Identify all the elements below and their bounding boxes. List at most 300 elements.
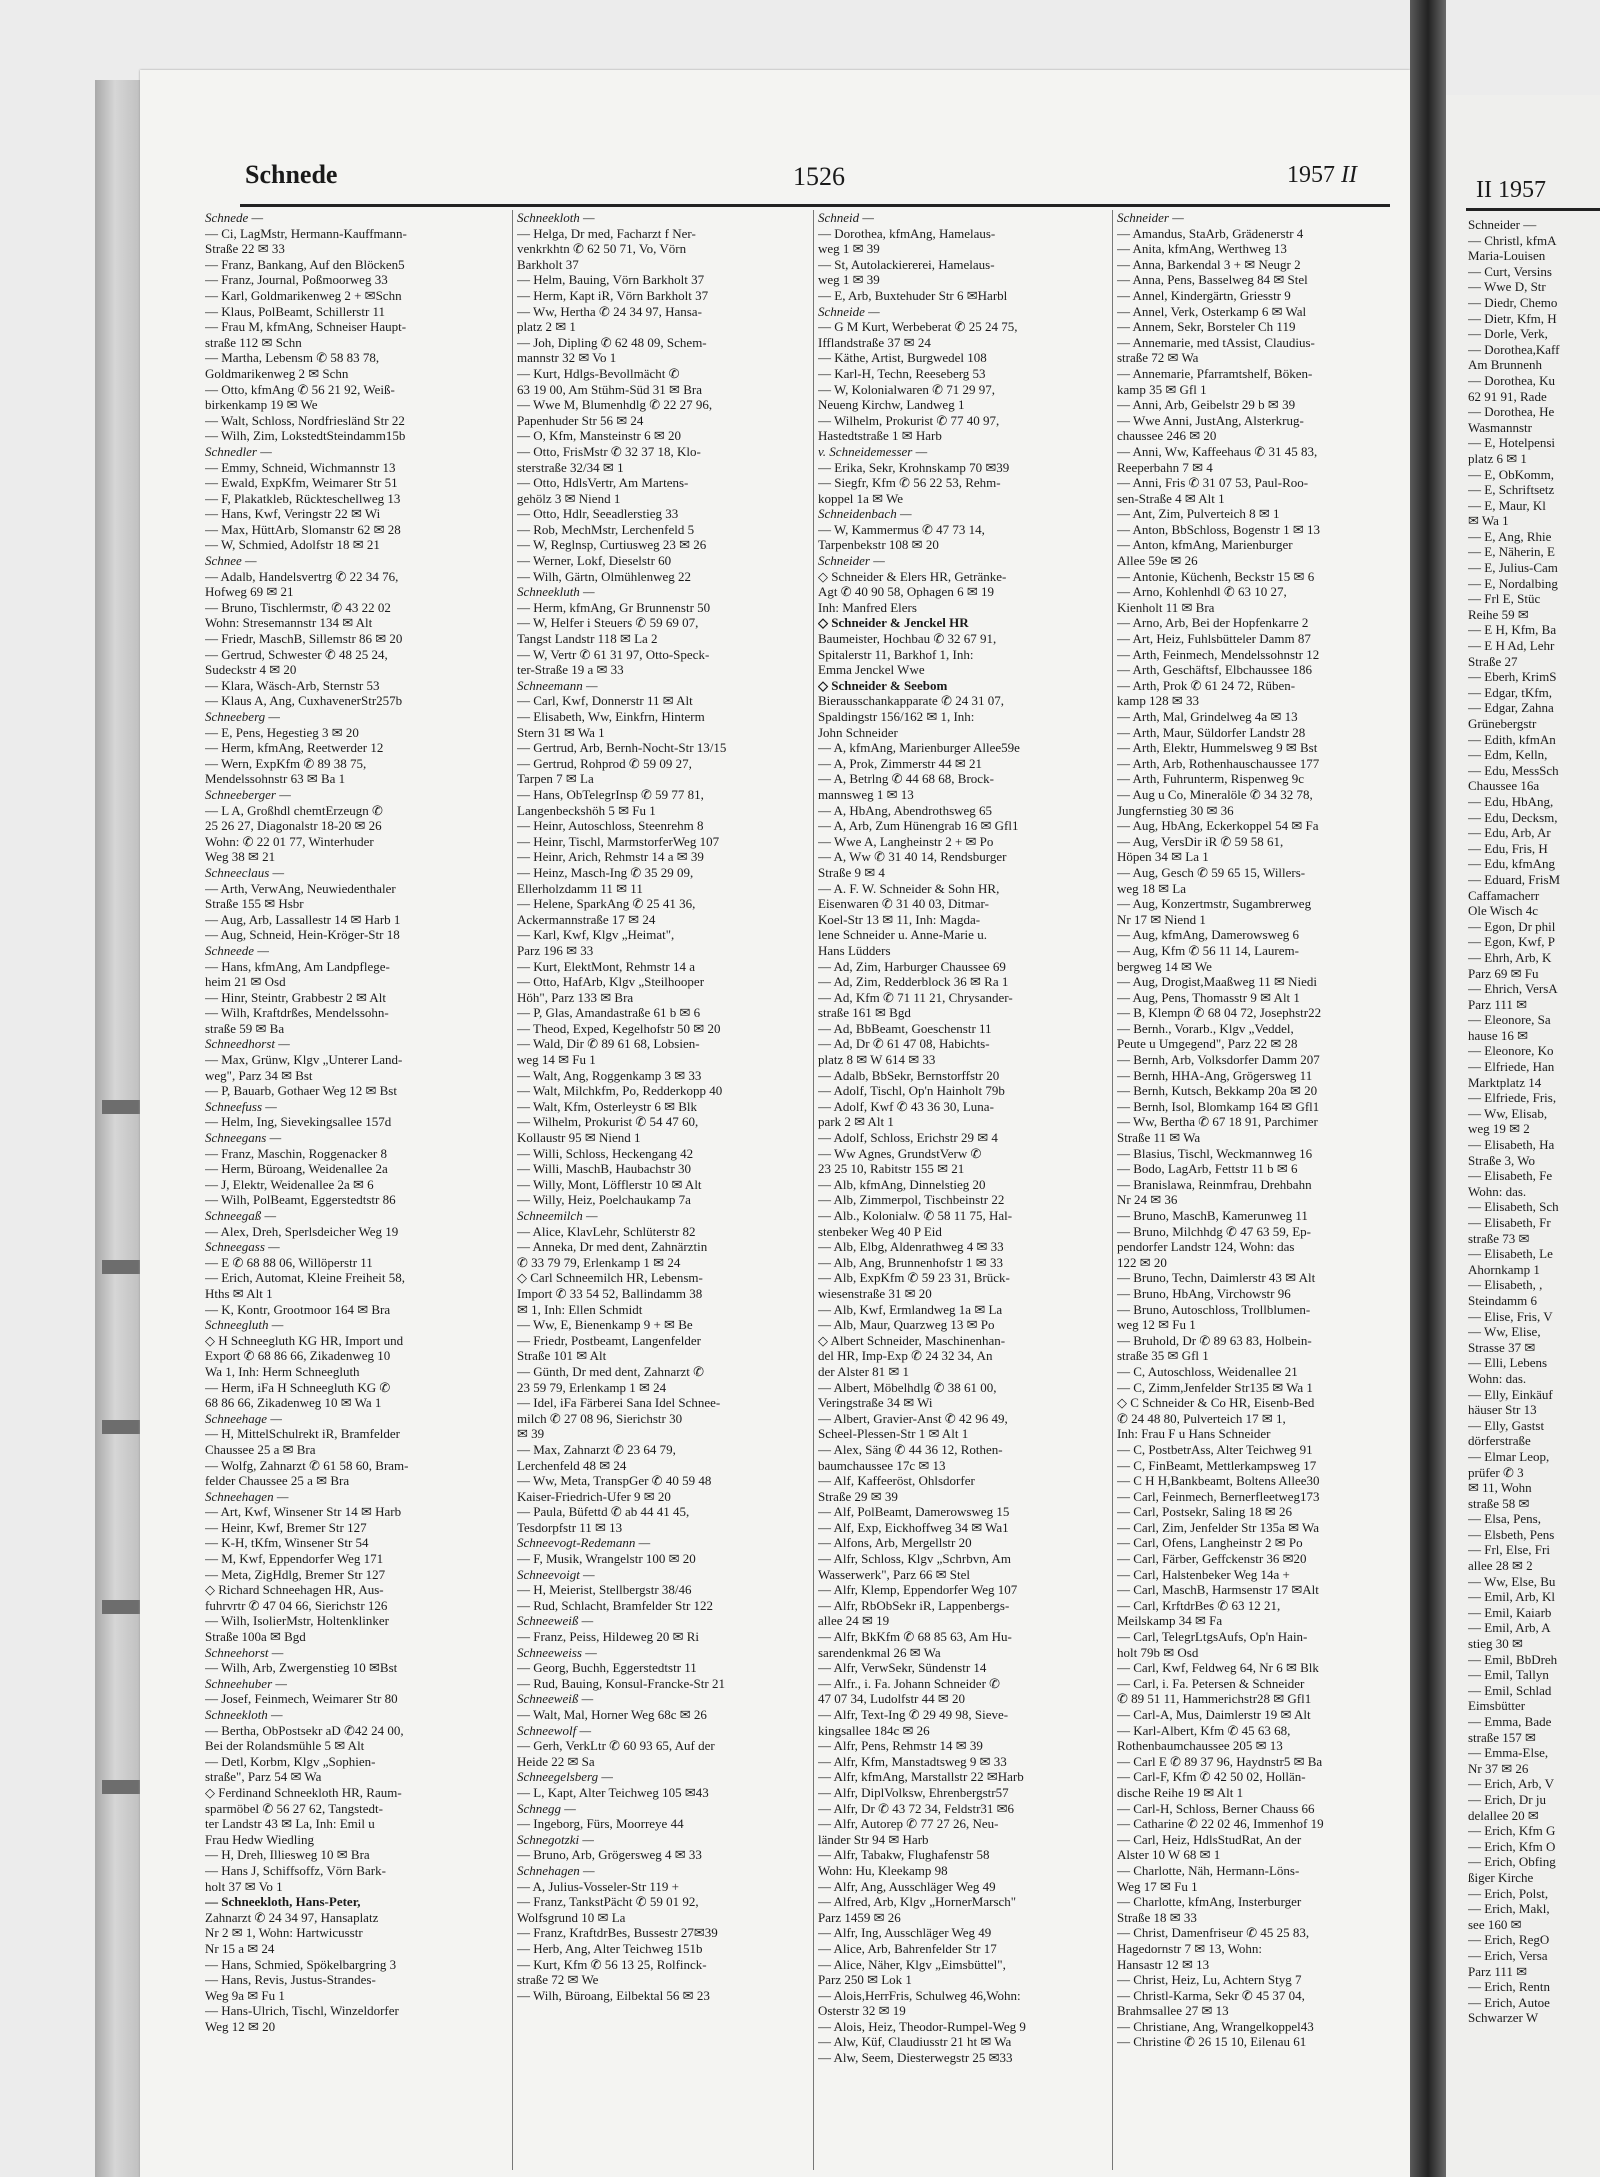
- header-year: 1957 II: [1287, 162, 1357, 188]
- directory-entry: — W, Kolonialwaren ✆ 71 29 97,: [818, 381, 995, 397]
- directory-entry: — Klaus A, Ang, CuxhavenerStr257b: [205, 693, 403, 709]
- directory-entry: 23 25 10, Rabitstr 155 ✉ 21: [818, 1161, 965, 1177]
- directory-entry: — Bruno, MaschB, Kamerunweg 11: [1117, 1208, 1308, 1223]
- facing-page-entry: Marktplatz 14: [1468, 1074, 1542, 1090]
- directory-entry: — Hans, Revis, Justus-Strandes-: [205, 1972, 376, 1988]
- directory-entry: — Aug, Pens, Thomasstr 9 ✉ Alt 1: [1117, 989, 1300, 1005]
- directory-entry: — Anna, Pens, Basselweg 84 ✉ Stel: [1117, 272, 1308, 288]
- column-divider: [512, 210, 513, 2170]
- directory-entry: — Christine ✆ 26 15 10, Eilenau 61: [1117, 2034, 1307, 2050]
- facing-page-entry: — Eleonore, Ko: [1468, 1043, 1554, 1059]
- directory-entry: — Willy, Mont, Löfflerstr 10 ✉ Alt: [517, 1176, 702, 1192]
- facing-page-entry: Parz 69 ✉ Fu: [1468, 965, 1539, 981]
- directory-entry: — Alex, Dreh, Sperlsdeicher Weg 19: [205, 1223, 399, 1239]
- directory-entry: ◇ Schneider & Jenckel HR: [818, 615, 969, 631]
- directory-entry: — Joh, Dipling ✆ 62 48 09, Schem-: [517, 334, 707, 350]
- directory-entry: venkrkhtn ✆ 62 50 71, Vo, Vörn: [517, 241, 687, 257]
- directory-entry: — Christiane, Ang, Wrangelkoppel43: [1117, 2018, 1314, 2034]
- directory-entry: — H, Dreh, Illiesweg 10 ✉ Bra: [205, 1847, 370, 1863]
- facing-page-entry: — Erich, Rentn: [1468, 1979, 1550, 1995]
- directory-entry: — Annel, Verk, Osterkamp 6 ✉ Wal: [1117, 303, 1307, 319]
- directory-entry: allee 24 ✉ 19: [818, 1613, 890, 1629]
- directory-entry: kamp 128 ✉ 33: [1117, 693, 1200, 709]
- directory-entry: — Helga, Dr med, Facharzt f Ner-: [517, 225, 696, 241]
- facing-page-entry: Chaussee 16a: [1468, 778, 1540, 794]
- facing-page-entry: — Eduard, FrisM: [1468, 871, 1561, 887]
- surname-heading: Schnegotzki —: [517, 1831, 594, 1847]
- directory-entry: weg 12 ✉ Fu 1: [1117, 1317, 1196, 1333]
- directory-entry: — Helm, Ing, Sievekingsallee 157d: [205, 1114, 392, 1130]
- surname-heading: Schnede —: [205, 210, 264, 225]
- directory-entry: — Arth, VerwAng, Neuwiedenthaler: [205, 880, 396, 896]
- directory-entry: Scheel-Plessen-Str 1 ✉ Alt 1: [818, 1426, 969, 1442]
- directory-entry: — A, Betrlng ✆ 44 68 68, Brock-: [818, 771, 994, 787]
- directory-entry: — Carl, MaschB, Harmsenstr 17 ✉Alt: [1117, 1582, 1319, 1598]
- facing-page-entry: Am Brunnenh: [1468, 357, 1543, 373]
- surname-heading: Schnegg —: [517, 1800, 576, 1816]
- directory-entry: — Aug, Arb, Lassallestr 14 ✉ Harb 1: [205, 911, 401, 927]
- directory-entry: — Carl, i. Fa. Petersen & Schneider: [1117, 1675, 1305, 1691]
- surname-heading: Schneehage —: [205, 1410, 282, 1426]
- directory-entry: — Aug, Kfm ✆ 56 11 14, Laurem-: [1117, 942, 1299, 958]
- directory-entry: — Otto, HdlsVertr, Am Martens-: [517, 475, 689, 491]
- directory-entry: — Max, Zahnarzt ✆ 23 64 79,: [517, 1441, 676, 1457]
- directory-entry: — Bernh, Isol, Blomkamp 164 ✉ Gfl1: [1117, 1098, 1320, 1114]
- directory-entry: Papenhuder Str 56 ✉ 24: [517, 412, 644, 428]
- facing-page-entry: Grünebergstr: [1468, 716, 1537, 731]
- directory-entry: ◇ Schneider & Elers HR, Getränke-: [818, 568, 1007, 584]
- directory-entry: — Alfr, Autorep ✆ 77 27 26, Neu-: [818, 1816, 999, 1832]
- directory-entry: — Detl, Korbm, Klgv „Sophien-: [205, 1753, 376, 1769]
- directory-entry: — Alfr, VerwSekr, Sündenstr 14: [818, 1660, 987, 1676]
- directory-entry: — W, Schmied, Adolfstr 18 ✉ 21: [205, 537, 380, 553]
- directory-entry: der Alster 81 ✉ 1: [818, 1363, 910, 1379]
- directory-entry: Weg 9a ✉ Fu 1: [205, 1987, 285, 2003]
- directory-entry: — Adolf, Tischl, Op'n Hainholt 79b: [818, 1083, 1005, 1099]
- facing-page-entry: Parz 111 ✉: [1468, 1963, 1528, 1979]
- facing-page-entry: — Emma-Else,: [1468, 1745, 1549, 1761]
- directory-entry: — Frau M, kfmAng, Schneiser Haupt-: [205, 319, 407, 335]
- directory-entry: Kienholt 11 ✉ Bra: [1117, 599, 1215, 615]
- directory-entry: — W, Kammermus ✆ 47 73 14,: [818, 521, 985, 537]
- facing-page-entry: — Curt, Versins: [1468, 263, 1552, 279]
- directory-entry: — Wwe A, Langheinstr 2 + ✉ Po: [818, 833, 994, 849]
- directory-entry: — Alb, Zimmerpol, Tischbeinstr 22: [818, 1192, 1005, 1208]
- directory-entry: — Alice, KlavLehr, Schlüterstr 82: [517, 1223, 696, 1239]
- directory-entry: — Herm, kfmAng, Reetwerder 12: [205, 740, 384, 756]
- directory-entry: — Alfr, Text-Ing ✆ 29 49 98, Sieve-: [818, 1707, 1009, 1722]
- directory-entry: Hastedtstraße 1 ✉ Harb: [818, 428, 942, 444]
- directory-entry: — Georg, Buchh, Eggerstedtstr 11: [517, 1660, 697, 1676]
- directory-entry: — Bruno, Techn, Daimlerstr 43 ✉ Alt: [1117, 1270, 1316, 1286]
- directory-entry: — Max, HüttArb, Slomanstr 62 ✉ 28: [205, 521, 401, 537]
- directory-entry: — Hans-Ulrich, Tischl, Winzeldorfer: [205, 2003, 399, 2019]
- directory-entry: — E, Arb, Buxtehuder Str 6 ✉Harbl: [818, 287, 1008, 303]
- directory-entry: Rothenbaumchaussee 205 ✉ 13: [1117, 1738, 1283, 1754]
- directory-entry: mannsweg 1 ✉ 13: [818, 786, 914, 802]
- facing-page-entry: — Erich, Arb, V: [1468, 1776, 1555, 1792]
- directory-entry: — Aug u Co, Mineralöle ✆ 34 32 78,: [1117, 786, 1313, 802]
- directory-entry: straße 112 ✉ Schn: [205, 334, 302, 350]
- surname-heading: Schnehagen —: [517, 1862, 595, 1878]
- directory-entry: Hofweg 69 ✉ 21: [205, 584, 294, 600]
- directory-entry: — Emmy, Schneid, Wichmannstr 13: [205, 459, 396, 475]
- directory-entry: — Arth, Elektr, Hummelsweg 9 ✉ Bst: [1117, 740, 1318, 756]
- facing-page-entry: Schwarzer W: [1468, 2010, 1539, 2026]
- directory-entry: — Carl, Postsekr, Saling 18 ✉ 26: [1117, 1504, 1293, 1520]
- directory-entry: 68 86 66, Zikadenweg 10 ✉ Wa 1: [205, 1395, 382, 1411]
- directory-entry: — Alb., Kolonialw. ✆ 58 11 75, Hal-: [818, 1208, 1013, 1223]
- directory-entry: kingsallee 184c ✉ 26: [818, 1722, 930, 1738]
- directory-entry: — Alfons, Arb, Mergellstr 20: [818, 1535, 972, 1551]
- directory-entry: — Bernh, HHA-Ang, Grögersweg 11: [1117, 1067, 1313, 1083]
- book-gutter: [1410, 0, 1446, 2177]
- directory-entry: — Max, Grünw, Klgv „Unterer Land-: [205, 1052, 403, 1068]
- facing-page-entry: — Eleonore, Sa: [1468, 1012, 1551, 1028]
- facing-page-entry: — Erich, Kfm G: [1468, 1823, 1556, 1839]
- directory-entry: — Franz, Journal, Poßmoorweg 33: [205, 272, 388, 288]
- facing-page-entry: Ole Wisch 4c: [1468, 903, 1538, 919]
- directory-entry: — A, Julius-Vosseler-Str 119 +: [517, 1878, 679, 1894]
- directory-entry: — Charlotte, kfmAng, Insterburger: [1117, 1894, 1302, 1910]
- directory-entry: — Wald, Dir ✆ 89 61 68, Lobsien-: [517, 1036, 700, 1052]
- surname-heading: Schneider —: [818, 553, 885, 569]
- surname-heading: Schneegass —: [205, 1239, 280, 1255]
- facing-page-entry: 62 91 91, Rade: [1468, 388, 1547, 404]
- facing-page-entry: — E, Julius-Cam: [1468, 560, 1558, 576]
- facing-page-entry: Maria-Louisen: [1468, 248, 1546, 264]
- directory-entry: — Alois, Heiz, Theodor-Rumpel-Weg 9: [818, 2018, 1026, 2034]
- directory-entry: Hths ✉ Alt 1: [205, 1285, 273, 1301]
- directory-entry: — Gerh, VerkLtr ✆ 60 93 65, Auf der: [517, 1738, 715, 1754]
- directory-entry: — Bertha, ObPostsekr aD ✆42 24 00,: [205, 1722, 404, 1738]
- directory-entry: Sudeckstr 4 ✉ 20: [205, 662, 297, 678]
- facing-page-entry: — Elise, Fris, V: [1468, 1308, 1553, 1324]
- directory-entry: 63 19 00, Am Stühm-Süd 31 ✉ Bra: [517, 381, 702, 397]
- directory-entry: — St, Autolackiererei, Hamelaus-: [818, 256, 995, 272]
- directory-entry: — W, Helfer i Steuers ✆ 59 69 07,: [517, 615, 699, 631]
- directory-entry: — Günth, Dr med dent, Zahnarzt ✆: [517, 1363, 705, 1379]
- directory-entry: Nr 17 ✉ Niend 1: [1117, 911, 1206, 927]
- directory-entry: heim 21 ✉ Osd: [205, 974, 286, 990]
- facing-page-entry: — Egon, Kwf, P: [1468, 934, 1556, 950]
- directory-entry: kamp 35 ✉ Gfl 1: [1117, 381, 1207, 397]
- column-divider: [813, 210, 814, 2170]
- directory-entry: Wohn: ✆ 22 01 77, Winterhuder: [205, 833, 374, 849]
- facing-page-entry: — Erich, Polst,: [1468, 1885, 1549, 1901]
- directory-entry: — Albert, Möbelhdlg ✆ 38 61 00,: [818, 1379, 997, 1395]
- facing-page-entry: — Elisabeth, Ha: [1468, 1137, 1555, 1153]
- directory-entry: — Carl, Kwf, Feldweg 64, Nr 6 ✉ Blk: [1117, 1660, 1319, 1676]
- directory-entry: — Rud, Schlacht, Bramfelder Str 122: [517, 1597, 714, 1613]
- surname-heading: Schneeweiß —: [517, 1691, 594, 1707]
- facing-page-entry: Wohn: das.: [1468, 1370, 1527, 1386]
- directory-entry: Osterstr 32 ✉ 19: [818, 2003, 906, 2019]
- directory-entry: sterstraße 32/34 ✉ 1: [517, 459, 624, 475]
- facing-page-entry: — Elisabeth, Fe: [1468, 1168, 1553, 1184]
- surname-heading: Schneefuss —: [205, 1098, 277, 1114]
- facing-page-entry: — Ww, Elisab,: [1468, 1105, 1548, 1121]
- directory-entry: Straße 29 ✉ 39: [818, 1488, 898, 1504]
- directory-column-4: [1117, 210, 1379, 2170]
- directory-entry: — Hans, Kwf, Veringstr 22 ✉ Wi: [205, 506, 381, 522]
- surname-heading: v. Schneidemesser —: [818, 443, 928, 459]
- facing-page-entry: — E, Maur, Kl: [1468, 497, 1546, 513]
- directory-entry: ✉ 1, Inh: Ellen Schmidt: [517, 1301, 643, 1317]
- directory-entry: — Idel, iFa Färberei Sana Idel Schnee-: [517, 1395, 721, 1411]
- directory-entry: dische Reihe 19 ✉ Alt 1: [1117, 1784, 1244, 1800]
- directory-entry: — Anni, Ww, Kaffeehaus ✆ 31 45 83,: [1117, 443, 1318, 459]
- directory-entry: 47 07 34, Ludolfstr 44 ✉ 20: [818, 1691, 966, 1707]
- page-header: [245, 160, 1395, 198]
- facing-page-entry: — E, Näherin, E: [1468, 544, 1556, 560]
- directory-entry: — Elisabeth, Ww, Einkfrn, Hinterm: [517, 709, 705, 724]
- surname-heading: Schneehagen —: [205, 1488, 289, 1504]
- directory-entry: Wohn: Stresemannstr 134 ✉ Alt: [205, 615, 373, 631]
- directory-entry: — Käthe, Artist, Burgwedel 108: [818, 350, 987, 366]
- facing-page-entry: — Diedr, Chemo: [1468, 294, 1558, 310]
- facing-page-entry: delallee 20 ✉: [1468, 1807, 1539, 1823]
- directory-entry: — Karl-Albert, Kfm ✆ 45 63 68,: [1117, 1722, 1291, 1738]
- facing-page-entry: — Elsa, Pens,: [1468, 1511, 1541, 1527]
- directory-entry: felder Chaussee 25 a ✉ Bra: [205, 1473, 350, 1489]
- directory-entry: — A, Prok, Zimmerstr 44 ✉ 21: [818, 755, 982, 771]
- directory-entry: — Willi, MaschB, Haubachstr 30: [517, 1161, 691, 1177]
- directory-entry: — Arth, Mal, Grindelweg 4a ✉ 13: [1117, 709, 1298, 724]
- directory-entry: — Anni, Arb, Geibelstr 29 b ✉ 39: [1117, 397, 1296, 413]
- directory-entry: 122 ✉ 20: [1117, 1254, 1167, 1270]
- directory-entry: — Anni, Fris ✆ 31 07 53, Paul-Roo-: [1117, 475, 1309, 491]
- surname-heading: Schneekloth —: [517, 210, 595, 225]
- directory-entry: — Antonie, Küchenh, Beckstr 15 ✉ 6: [1117, 568, 1315, 584]
- facing-page-entry: — Erich, Versa: [1468, 1947, 1548, 1963]
- directory-entry: — Art, Heiz, Fuhlsbütteler Damm 87: [1117, 631, 1311, 647]
- surname-heading: Schneekloth —: [205, 1707, 283, 1722]
- directory-entry: sparmöbel ✆ 56 27 62, Tangstedt-: [205, 1800, 383, 1816]
- directory-entry: — Alb, Kwf, Ermlandweg 1a ✉ La: [818, 1301, 1003, 1317]
- header-name: Schnede: [245, 160, 338, 189]
- facing-page-entry: — Edm, Kelln,: [1468, 747, 1548, 763]
- directory-entry: ◇ Ferdinand Schneekloth HR, Raum-: [205, 1784, 402, 1800]
- facing-page-entry: — Emil, BbDreh: [1468, 1651, 1558, 1667]
- directory-entry: Brahmsallee 27 ✉ 13: [1117, 2003, 1229, 2019]
- directory-entry: — Karl, Kwf, Klgv „Heimat",: [517, 927, 675, 943]
- facing-page-entry: Reihe 59 ✉: [1468, 606, 1529, 622]
- directory-entry: Tarpen 7 ✉ La: [517, 771, 594, 787]
- directory-entry: — Alb, Ang, Brunnenhofstr 1 ✉ 33: [818, 1254, 1003, 1270]
- directory-entry: — Carl, Ofens, Langheinstr 2 ✉ Po: [1117, 1535, 1303, 1551]
- directory-entry: — Helm, Bauing, Vörn Barkholt 37: [517, 272, 705, 288]
- directory-entry: — Ad, BbBeamt, Goeschenstr 11: [818, 1020, 992, 1036]
- directory-entry: Zahnarzt ✆ 24 34 97, Hansaplatz: [205, 1909, 379, 1925]
- facing-page-entry: — Edu, kfmAng: [1468, 856, 1556, 872]
- directory-entry: — Hans, Schmied, Spökelbargring 3: [205, 1956, 397, 1972]
- facing-page-entry: — Ehrich, VersA: [1468, 981, 1558, 997]
- directory-entry: — Carl, Feinmech, Bernerfleetweg173: [1117, 1488, 1320, 1504]
- directory-entry: — C, Autoschloss, Weidenallee 21: [1117, 1363, 1298, 1379]
- directory-entry: — Adalb, Handelsvertrg ✆ 22 34 76,: [205, 568, 399, 584]
- directory-entry: — Wilh, Büroang, Eilbektal 56 ✉ 23: [517, 1987, 710, 2003]
- surname-heading: Schnedler —: [205, 443, 272, 459]
- directory-entry: — Bruno, Autoschloss, Trollblumen-: [1117, 1301, 1311, 1317]
- directory-entry: — Heinr, Autoschloss, Steenrehm 8: [517, 818, 704, 834]
- directory-entry: — Gertrud, Rohprod ✆ 59 09 27,: [517, 755, 692, 771]
- directory-entry: fuhrvrtr ✆ 47 04 66, Sierichstr 126: [205, 1597, 388, 1613]
- directory-entry: Kaiser-Friedrich-Ufer 9 ✉ 20: [517, 1488, 671, 1504]
- directory-entry: — Ww, Bertha ✆ 67 18 91, Parchimer: [1117, 1114, 1318, 1130]
- facing-page-entry: Nr 37 ✉ 26: [1468, 1760, 1529, 1776]
- directory-entry: — Art, Kwf, Winsener Str 14 ✉ Harb: [205, 1504, 402, 1520]
- facing-page-entry: — Frl, Else, Fri: [1468, 1542, 1550, 1558]
- directory-entry: — Carl-F, Kfm ✆ 42 50 02, Hollän-: [1117, 1769, 1306, 1785]
- facing-page-entry: — Eberh, KrimS: [1468, 669, 1557, 685]
- surname-heading: Schneeweiss —: [517, 1644, 597, 1660]
- directory-entry: — K-H, tKfm, Winsener Str 54: [205, 1535, 369, 1551]
- directory-entry: — Otto, FrisMstr ✆ 32 37 18, Klo-: [517, 443, 701, 459]
- directory-entry: — Arth, Prok ✆ 61 24 72, Rüben-: [1117, 677, 1296, 693]
- directory-entry: — Annem, Sekr, Borsteler Ch 119: [1117, 319, 1296, 335]
- directory-entry: — Bruhold, Dr ✆ 89 63 83, Holbein-: [1117, 1332, 1312, 1348]
- facing-page-entry: — Egon, Dr phil: [1468, 918, 1556, 934]
- directory-entry: Straße 155 ✉ Hsbr: [205, 896, 304, 912]
- directory-entry: — C, Zimm,Jenfelder Str135 ✉ Wa 1: [1117, 1379, 1313, 1395]
- directory-entry: Stern 31 ✉ Wa 1: [517, 724, 605, 740]
- directory-entry: — Ewald, ExpKfm, Weimarer Str 51: [205, 475, 398, 491]
- directory-entry: ✆ 89 51 11, Hammerichstr28 ✉ Gfl1: [1117, 1691, 1312, 1707]
- directory-entry: — P, Glas, Amandastraße 61 b ✉ 6: [517, 1005, 701, 1021]
- directory-entry: — Wilh, Kraftdrßes, Mendelssohn-: [205, 1005, 389, 1021]
- directory-entry: birkenkamp 19 ✉ We: [205, 397, 318, 413]
- facing-page-entry: — E, Nordalbing: [1468, 575, 1558, 591]
- directory-entry: — Arth, Maur, Süldorfer Landstr 28: [1117, 724, 1306, 740]
- directory-entry: Import ✆ 33 54 52, Ballindamm 38: [517, 1285, 703, 1301]
- directory-entry: — Gertrud, Schwester ✆ 48 25 24,: [205, 646, 388, 662]
- directory-entry: — Anita, kfmAng, Werthweg 13: [1117, 241, 1287, 257]
- facing-page-entry: ßiger Kirche: [1468, 1869, 1534, 1885]
- directory-entry: — Paula, Büfettd ✆ ab 44 41 45,: [517, 1504, 690, 1520]
- directory-entry: — Friedr, MaschB, Sillemstr 86 ✉ 20: [205, 631, 403, 647]
- directory-entry: — Arth, Geschäftsf, Elbchaussee 186: [1117, 662, 1312, 678]
- directory-entry: Hagedornstr 7 ✉ 13, Wohn:: [1117, 1940, 1263, 1956]
- directory-entry: — A, Arb, Zum Hünengrab 16 ✉ Gfl1: [818, 818, 1019, 834]
- directory-entry: Bei der Rolandsmühle 5 ✉ Alt: [205, 1738, 365, 1754]
- directory-entry: Agt ✆ 40 90 58, Ophagen 6 ✉ 19: [818, 584, 994, 600]
- directory-entry: — Ingeborg, Fürs, Moorreye 44: [517, 1816, 684, 1832]
- directory-entry: Bierausschankapparate ✆ 24 31 07,: [818, 693, 1004, 709]
- facing-page-entry: — Elisabeth, Fr: [1468, 1215, 1551, 1230]
- directory-entry: — Anna, Barkendal 3 + ✉ Neugr 2: [1117, 256, 1301, 272]
- directory-entry: — Alfr, Ing, Ausschläger Weg 49: [818, 1925, 992, 1941]
- facing-page-entry: — Dietr, Kfm, H: [1468, 310, 1557, 326]
- facing-page-entry: see 160 ✉: [1468, 1916, 1522, 1932]
- directory-entry: stenbeker Weg 40 P Eid: [818, 1223, 942, 1239]
- facing-page-entry: — E, Hotelpensi: [1468, 435, 1556, 451]
- directory-entry: Reeperbahn 7 ✉ 4: [1117, 459, 1213, 475]
- directory-entry: — Annel, Kindergärtn, Griesstr 9: [1117, 287, 1291, 303]
- column-divider: [1112, 210, 1113, 2170]
- surname-heading: Schneemilch —: [517, 1208, 598, 1223]
- directory-entry: — W, Reglnsp, Curtiusweg 23 ✉ 26: [517, 537, 707, 553]
- facing-page-entry: — Emil, Arb, Kl: [1468, 1589, 1556, 1605]
- facing-page-entry: — E H, Kfm, Ba: [1468, 622, 1557, 638]
- facing-page-entry: prüfer ✆ 3: [1468, 1464, 1524, 1480]
- directory-entry: — E, Pens, Hegestieg 3 ✉ 20: [205, 724, 359, 740]
- directory-entry: — Heinr, Arich, Rehmstr 14 a ✉ 39: [517, 849, 704, 865]
- directory-entry: — Carl, KrftdrBes ✆ 63 12 21,: [1117, 1597, 1281, 1613]
- directory-entry: — Josef, Feinmech, Weimarer Str 80: [205, 1691, 398, 1707]
- surname-heading: Schneemann —: [517, 677, 598, 693]
- directory-entry: — C, FinBeamt, Mettlerkampsweg 17: [1117, 1457, 1317, 1473]
- directory-entry: ◇ Carl Schneemilch HR, Lebensm-: [517, 1270, 703, 1286]
- surname-heading: Schneehuber —: [205, 1675, 287, 1691]
- surname-heading: Schneehorst —: [205, 1644, 284, 1660]
- directory-entry: — Aug, kfmAng, Damerowsweg 6: [1117, 927, 1299, 943]
- directory-entry: holt 79b ✉ Osd: [1117, 1644, 1199, 1660]
- directory-entry: Straße 100a ✉ Bgd: [205, 1629, 306, 1645]
- facing-page-entry: — Edu, Fris, H: [1468, 840, 1548, 856]
- directory-entry: — E ✆ 68 88 06, Willöperstr 11: [205, 1254, 373, 1270]
- directory-entry: Hans Lüdders: [818, 942, 891, 958]
- directory-entry: — Herm, Kapt iR, Vörn Barkholt 37: [517, 287, 709, 303]
- directory-entry: Straße 101 ✉ Alt: [517, 1348, 607, 1364]
- directory-entry: — Ad, Zim, Redderblock 36 ✉ Ra 1: [818, 974, 1009, 990]
- directory-entry: ✆ 33 79 79, Erlenkamp 1 ✉ 24: [517, 1254, 681, 1270]
- directory-entry: 25 26 27, Diagonalstr 18-20 ✉ 26: [205, 818, 382, 834]
- surname-heading: Schneeberger —: [205, 786, 291, 802]
- directory-entry: Eisenwaren ✆ 31 40 03, Ditmar-: [818, 896, 989, 912]
- facing-page-entry: — Elly, Einkäuf: [1468, 1386, 1553, 1402]
- directory-entry: — Ww, Meta, TranspGer ✆ 40 59 48: [517, 1473, 712, 1489]
- facing-page-entry: — Elfriede, Fris,: [1468, 1090, 1557, 1106]
- directory-entry: — Walt, Mal, Horner Weg 68c ✉ 26: [517, 1707, 707, 1722]
- facing-page-entry: — Edu, Arb, Ar: [1468, 825, 1551, 841]
- directory-entry: — Erich, Automat, Kleine Freiheit 58,: [205, 1270, 406, 1286]
- directory-entry: — Wilhelm, Prokurist ✆ 77 40 97,: [818, 412, 1000, 428]
- directory-entry: Alster 10 W 68 ✉ 1: [1117, 1847, 1221, 1863]
- directory-entry: Meilskamp 34 ✉ Fa: [1117, 1613, 1223, 1629]
- directory-entry: Weg 12 ✉ 20: [205, 2018, 276, 2034]
- directory-entry: — Heinr, Kwf, Bremer Str 127: [205, 1519, 367, 1535]
- directory-entry: — Ww, E, Bienenkamp 9 + ✉ Be: [517, 1317, 693, 1333]
- directory-entry: — Otto, Hdlr, Seeadlerstieg 33: [517, 506, 679, 522]
- directory-entry: Ifflandstraße 37 ✉ 24: [818, 334, 931, 350]
- directory-entry: platz 8 ✉ W 614 ✉ 33: [818, 1052, 936, 1068]
- directory-entry: — Walt, Ang, Roggenkamp 3 ✉ 33: [517, 1067, 702, 1083]
- directory-entry: — Wilh, IsolierMstr, Holtenklinker: [205, 1613, 389, 1629]
- directory-entry: — Alfr, DiplVolksw, Ehrenbergstr57: [818, 1784, 1009, 1800]
- facing-page-entry: Steindamm 6: [1468, 1292, 1537, 1308]
- facing-page-entry: — E, ObKomm,: [1468, 466, 1554, 482]
- directory-entry: — Carl-A, Mus, Daimlerstr 19 ✉ Alt: [1117, 1707, 1311, 1722]
- directory-entry: — Erika, Sekr, Krohnskamp 70 ✉39: [818, 459, 1010, 475]
- directory-entry: Spitalerstr 11, Barkhof 1, Inh:: [818, 646, 974, 662]
- directory-entry: — Alw, Küf, Claudiusstr 21 ht ✉ Wa: [818, 2034, 1012, 2050]
- directory-entry: — Walt, Kfm, Osterleystr 6 ✉ Blk: [517, 1098, 698, 1114]
- facing-page-entry: — Edu, MessSch: [1468, 762, 1559, 778]
- facing-page: [1446, 95, 1600, 2177]
- directory-entry: — Annemarie, Pfarramtshelf, Böken-: [1117, 365, 1313, 381]
- directory-entry: — P, Bauarb, Gothaer Weg 12 ✉ Bst: [205, 1083, 397, 1099]
- directory-entry: Hansastr 12 ✉ 13: [1117, 1956, 1210, 1972]
- directory-entry: baumchaussee 17c ✉ 13: [818, 1457, 946, 1473]
- directory-entry: — Alfr, Pens, Rehmstr 14 ✉ 39: [818, 1738, 983, 1754]
- edge-mark: [102, 1780, 142, 1794]
- directory-entry: Tangst Landstr 118 ✉ La 2: [517, 631, 658, 647]
- facing-page-entry: — Frl E, Stüc: [1468, 591, 1541, 607]
- directory-entry: — Aug, Schneid, Hein-Kröger-Str 18: [205, 927, 400, 943]
- directory-entry: — Franz, Maschin, Roggenacker 8: [205, 1145, 387, 1161]
- directory-entry: ◇ Albert Schneider, Maschinenhan-: [818, 1332, 1006, 1348]
